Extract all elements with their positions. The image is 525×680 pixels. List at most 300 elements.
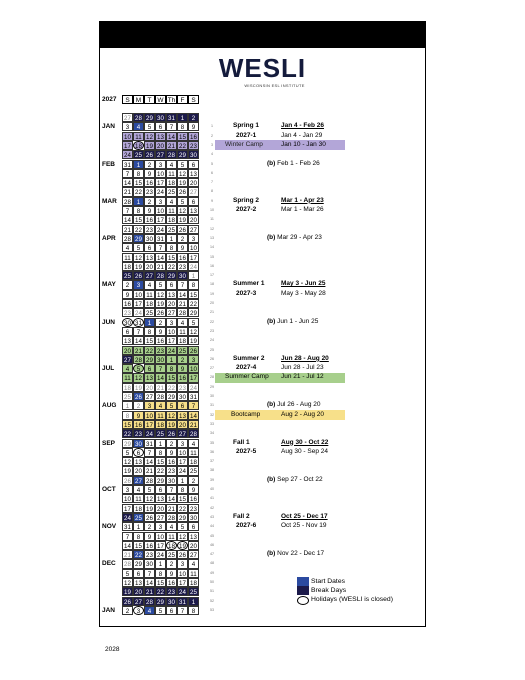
- week-number: 51: [210, 589, 214, 594]
- day-cell: 15: [188, 290, 199, 299]
- day-cell: 6: [122, 327, 133, 336]
- day-cell: 7: [166, 485, 177, 494]
- day-cell: 3: [144, 401, 155, 410]
- day-cell: 4: [166, 522, 177, 531]
- day-cell: 27: [122, 113, 133, 122]
- month-label: OCT: [102, 486, 116, 493]
- day-cell: 2: [188, 476, 199, 485]
- day-cell: 17: [177, 457, 188, 466]
- term-date-line: Aug 2 - Aug 20: [281, 410, 325, 418]
- day-cell: 15: [133, 541, 144, 550]
- day-cell: 28: [133, 355, 144, 364]
- day-cell: 15: [177, 494, 188, 503]
- day-cell: 31: [144, 439, 155, 448]
- term-date-line: [267, 550, 324, 557]
- week-number: 53: [210, 607, 214, 612]
- day-cell: 4: [144, 606, 155, 615]
- term-range: May 3 - Jun 25: [281, 280, 326, 288]
- day-cell: 6: [177, 401, 188, 410]
- day-cell: 5: [166, 401, 177, 410]
- week-number: 8: [211, 189, 213, 194]
- b-date-range: Jun 1 - Jun 25: [275, 317, 319, 325]
- day-cell: 7: [144, 448, 155, 457]
- day-cell: 18: [188, 578, 199, 587]
- day-cell: 12: [122, 457, 133, 466]
- day-cell: 20: [177, 420, 188, 429]
- day-cell: 7: [155, 364, 166, 373]
- week-number: 27: [210, 366, 214, 371]
- day-cell: 8: [133, 169, 144, 178]
- day-cell: 15: [155, 457, 166, 466]
- day-cell: 27: [177, 429, 188, 438]
- day-cell: 26: [133, 271, 144, 280]
- day-cell: 3: [177, 559, 188, 568]
- day-cell: 24: [166, 346, 177, 355]
- day-cell: 14: [144, 578, 155, 587]
- day-cell: 3: [177, 439, 188, 448]
- legend-label: Holidays (WESLI is closed): [311, 596, 393, 603]
- day-cell: 9: [166, 448, 177, 457]
- day-cell: 9: [188, 122, 199, 131]
- day-cell: 10: [177, 569, 188, 578]
- day-cell: 12: [177, 169, 188, 178]
- day-cell: 10: [188, 243, 199, 252]
- day-cell: 20: [188, 541, 199, 550]
- week-number: 18: [210, 282, 214, 287]
- day-cell: 1: [133, 197, 144, 206]
- logo-tagline: WISCONSIN ESL INSTITUTE: [244, 83, 305, 88]
- day-cell: 9: [122, 290, 133, 299]
- day-cell: 14: [122, 541, 133, 550]
- b-date-range: Feb 1 - Feb 26: [275, 159, 320, 167]
- day-cell: 19: [188, 336, 199, 345]
- day-cell: 25: [133, 513, 144, 522]
- day-cell: 10: [155, 169, 166, 178]
- month-label: JUL: [102, 365, 115, 373]
- day-cell: 9: [166, 569, 177, 578]
- day-cell: 2: [133, 401, 144, 410]
- term-date-line: [267, 476, 323, 483]
- day-cell: 17: [188, 373, 199, 382]
- day-cell: 8: [177, 485, 188, 494]
- day-cell: 21: [166, 141, 177, 150]
- day-cell: 14: [166, 132, 177, 141]
- day-cell: 17: [188, 253, 199, 262]
- b-marker: (b): [267, 475, 276, 483]
- day-cell: 25: [122, 392, 133, 401]
- day-cell: 2: [166, 439, 177, 448]
- term-date-line: Jun 21 - Jul 12: [281, 373, 324, 381]
- day-cell: 26: [144, 513, 155, 522]
- day-cell: 23: [133, 429, 144, 438]
- day-cell: 14: [144, 457, 155, 466]
- day-cell: 6: [144, 364, 155, 373]
- day-cell: 5: [144, 122, 155, 131]
- day-cell: 3: [155, 197, 166, 206]
- day-cell: 21: [122, 225, 133, 234]
- term-range: Oct 25 - Dec 17: [281, 512, 328, 520]
- day-cell: 18: [166, 178, 177, 187]
- week-number: 9: [211, 198, 213, 203]
- day-cell: 18: [133, 141, 144, 150]
- day-cell: 4: [188, 439, 199, 448]
- day-cell: 5: [188, 318, 199, 327]
- day-cell: 27: [155, 150, 166, 159]
- day-cell: 28: [144, 597, 155, 606]
- day-cell: 27: [188, 187, 199, 196]
- day-cell: 17: [155, 178, 166, 187]
- day-cell: 29: [133, 559, 144, 568]
- day-cell: 29: [177, 150, 188, 159]
- month-label: AUG: [102, 402, 117, 410]
- weekday-header: W: [155, 95, 166, 104]
- week-number: 29: [210, 384, 214, 389]
- day-cell: 18: [155, 420, 166, 429]
- day-cell: 12: [155, 290, 166, 299]
- b-marker: (b): [267, 159, 276, 167]
- term-date-line: Oct 25 - Nov 19: [281, 522, 327, 530]
- day-cell: 22: [166, 383, 177, 392]
- day-cell: 8: [166, 243, 177, 252]
- day-cell: 22: [177, 141, 188, 150]
- day-cell: 24: [144, 429, 155, 438]
- week-number: 19: [210, 291, 214, 296]
- day-cell: 17: [166, 336, 177, 345]
- day-cell: 28: [188, 429, 199, 438]
- week-number: 43: [210, 514, 214, 519]
- day-cell: 3: [155, 522, 166, 531]
- term-code: 2027-3: [236, 289, 257, 297]
- day-cell: 31: [122, 160, 133, 169]
- day-cell: 21: [155, 262, 166, 271]
- day-cell: 8: [188, 280, 199, 289]
- day-cell: 31: [122, 522, 133, 531]
- week-number: 34: [210, 431, 214, 436]
- day-cell: 4: [133, 122, 144, 131]
- weekday-header: T: [144, 95, 155, 104]
- day-cell: 16: [144, 541, 155, 550]
- day-cell: 28: [133, 113, 144, 122]
- day-cell: 14: [166, 494, 177, 503]
- week-number: 49: [210, 570, 214, 575]
- week-number: 4: [211, 152, 213, 157]
- day-cell: 7: [177, 280, 188, 289]
- term-date-line: Aug 30 - Sep 24: [281, 447, 328, 455]
- month-label: MAY: [102, 281, 116, 289]
- term-name: Fall 2: [233, 512, 250, 520]
- day-cell: 11: [166, 532, 177, 541]
- term-code: 2027-2: [236, 206, 257, 213]
- day-cell: 9: [144, 169, 155, 178]
- day-cell: 16: [177, 253, 188, 262]
- week-number: 16: [210, 263, 214, 268]
- day-cell: 23: [144, 187, 155, 196]
- day-cell: 31: [188, 392, 199, 401]
- day-cell: 28: [155, 271, 166, 280]
- day-cell: 18: [144, 299, 155, 308]
- day-cell: 13: [155, 132, 166, 141]
- day-cell: 19: [166, 420, 177, 429]
- day-cell: 12: [177, 206, 188, 215]
- day-cell: 30: [188, 150, 199, 159]
- week-number: 48: [210, 561, 214, 566]
- week-number: 35: [210, 440, 214, 445]
- day-cell: 7: [122, 206, 133, 215]
- day-cell: 3: [188, 234, 199, 243]
- day-cell: 18: [133, 504, 144, 513]
- day-cell: 8: [166, 364, 177, 373]
- day-cell: 18: [177, 336, 188, 345]
- day-cell: 1: [155, 559, 166, 568]
- term-range: Aug 30 - Oct 22: [281, 438, 329, 446]
- term-date-line: Jan 10 - Jan 30: [281, 140, 326, 148]
- day-cell: 5: [177, 160, 188, 169]
- weekday-header: S: [122, 95, 133, 104]
- week-number: 40: [210, 487, 214, 491]
- week-number: 20: [210, 301, 214, 305]
- week-number: 46: [210, 542, 214, 547]
- term-date-line: [267, 234, 322, 241]
- day-cell: 12: [188, 327, 199, 336]
- day-cell: 24: [177, 466, 188, 475]
- day-cell: 4: [133, 485, 144, 494]
- day-cell: 14: [122, 215, 133, 224]
- week-number: 24: [210, 338, 214, 343]
- day-cell: 31: [133, 318, 144, 327]
- wesli-logo: WESLI: [218, 53, 307, 83]
- day-cell: 4: [122, 243, 133, 252]
- day-cell: 5: [144, 485, 155, 494]
- day-cell: 15: [177, 132, 188, 141]
- day-cell: 8: [133, 532, 144, 541]
- day-cell: 7: [122, 169, 133, 178]
- b-date-range: Jul 26 - Aug 20: [275, 401, 321, 409]
- day-cell: 23: [166, 466, 177, 475]
- month-label: DEC: [102, 560, 116, 568]
- day-cell: 28: [122, 197, 133, 206]
- day-cell: 14: [155, 373, 166, 382]
- day-cell: 1: [166, 234, 177, 243]
- day-cell: 10: [133, 290, 144, 299]
- day-cell: 4: [188, 559, 199, 568]
- day-cell: 11: [122, 373, 133, 382]
- week-number: 28: [210, 375, 214, 380]
- day-cell: 10: [122, 132, 133, 141]
- term-range: Mar 1 - Apr 23: [281, 196, 324, 204]
- day-cell: 9: [155, 327, 166, 336]
- day-cell: 24: [122, 150, 133, 159]
- day-cell: 12: [144, 494, 155, 503]
- day-cell: 10: [166, 327, 177, 336]
- day-cell: 21: [155, 383, 166, 392]
- camp-label: Winter Camp: [225, 140, 263, 148]
- day-cell: 7: [133, 327, 144, 336]
- day-cell: 14: [188, 411, 199, 420]
- day-cell: 22: [133, 225, 144, 234]
- week-number: 25: [210, 347, 214, 352]
- month-label: MAR: [102, 197, 117, 205]
- day-cell: 10: [144, 411, 155, 420]
- week-number: 6: [211, 170, 213, 175]
- day-cell: 3: [122, 485, 133, 494]
- day-cell: 20: [155, 504, 166, 513]
- day-cell: 21: [166, 504, 177, 513]
- day-cell: 13: [177, 411, 188, 420]
- day-cell: 15: [122, 420, 133, 429]
- day-cell: 25: [122, 271, 133, 280]
- day-cell: 29: [177, 513, 188, 522]
- term-date-line: Jan 4 - Jan 29: [281, 131, 323, 139]
- day-cell: 2: [166, 559, 177, 568]
- year-label: 2027: [102, 96, 117, 103]
- weekday-header: F: [177, 95, 188, 104]
- day-cell: 19: [133, 383, 144, 392]
- day-cell: 14: [177, 290, 188, 299]
- term-name: Spring 2: [233, 196, 260, 204]
- day-cell: 9: [144, 206, 155, 215]
- day-cell: 10: [155, 532, 166, 541]
- week-number: 52: [210, 598, 214, 603]
- week-number: [208, 113, 216, 122]
- day-cell: 2: [122, 280, 133, 289]
- day-cell: 20: [188, 215, 199, 224]
- day-cell: 1: [133, 522, 144, 531]
- week-number: 12: [210, 226, 214, 231]
- week-number: 30: [210, 394, 214, 398]
- day-cell: 11: [166, 169, 177, 178]
- day-cell: 2: [177, 355, 188, 364]
- month-label: FEB: [102, 160, 115, 168]
- day-cell: 18: [188, 457, 199, 466]
- day-cell: 24: [133, 308, 144, 317]
- day-cell: 23: [122, 308, 133, 317]
- day-cell: 31: [177, 597, 188, 606]
- day-cell: 23: [177, 262, 188, 271]
- day-cell: 6: [155, 122, 166, 131]
- day-cell: 22: [155, 587, 166, 596]
- week-number: 5: [211, 161, 213, 166]
- day-cell: 24: [122, 513, 133, 522]
- day-cell: 25: [166, 225, 177, 234]
- day-cell: 5: [122, 569, 133, 578]
- day-cell: 23: [177, 383, 188, 392]
- camp-label: Bootcamp: [231, 410, 261, 418]
- week-number: 10: [210, 208, 214, 212]
- day-cell: 25: [177, 346, 188, 355]
- day-cell: 28: [166, 513, 177, 522]
- day-cell: 11: [122, 253, 133, 262]
- calendar-page: [99, 21, 426, 653]
- day-cell: 25: [166, 550, 177, 559]
- day-cell: 4: [144, 280, 155, 289]
- day-cell: 19: [144, 141, 155, 150]
- day-cell: 19: [122, 587, 133, 596]
- next-year-label: 2028: [105, 646, 120, 653]
- day-cell: 15: [144, 336, 155, 345]
- day-cell: 3: [122, 122, 133, 131]
- day-cell: 13: [133, 457, 144, 466]
- day-cell: 21: [144, 466, 155, 475]
- week-number: 21: [210, 310, 214, 315]
- day-cell: 24: [188, 383, 199, 392]
- day-cell: 15: [155, 578, 166, 587]
- day-cell: 16: [144, 215, 155, 224]
- day-cell: 16: [177, 373, 188, 382]
- day-cell: 25: [166, 187, 177, 196]
- day-cell: 6: [155, 485, 166, 494]
- camp-label: Summer Camp: [225, 373, 269, 381]
- week-number: 13: [210, 235, 214, 240]
- day-cell: 19: [133, 262, 144, 271]
- day-cell: 27: [155, 513, 166, 522]
- day-cell: 1: [188, 271, 199, 280]
- day-cell: 23: [144, 550, 155, 559]
- day-cell: 30: [188, 513, 199, 522]
- day-cell: 22: [133, 550, 144, 559]
- day-cell: 12: [133, 373, 144, 382]
- day-cell: 20: [133, 466, 144, 475]
- day-cell: 14: [155, 253, 166, 262]
- week-number: 23: [210, 328, 214, 333]
- day-cell: 19: [155, 299, 166, 308]
- week-number: 38: [210, 468, 214, 473]
- weekday-header: S: [188, 95, 199, 104]
- day-cell: 19: [177, 541, 188, 550]
- term-code: 2027-6: [236, 522, 257, 530]
- week-number: 22: [210, 319, 214, 324]
- day-cell: 13: [144, 373, 155, 382]
- b-marker: (b): [267, 550, 276, 558]
- day-cell: 24: [155, 187, 166, 196]
- day-cell: 26: [155, 308, 166, 317]
- day-cell: 6: [166, 280, 177, 289]
- day-cell: 2: [144, 522, 155, 531]
- day-cell: 23: [144, 225, 155, 234]
- day-cell: 25: [144, 308, 155, 317]
- day-cell: 21: [144, 587, 155, 596]
- b-marker: (b): [267, 233, 276, 241]
- day-cell: 21: [122, 550, 133, 559]
- day-cell: 5: [155, 606, 166, 615]
- day-cell: 27: [133, 476, 144, 485]
- day-cell: 17: [155, 215, 166, 224]
- day-cell: 31: [166, 113, 177, 122]
- week-number: 31: [210, 403, 214, 408]
- day-cell: 8: [177, 122, 188, 131]
- day-cell: 18: [166, 541, 177, 550]
- day-cell: 7: [166, 122, 177, 131]
- month-label: NOV: [102, 523, 117, 531]
- day-cell: 5: [155, 280, 166, 289]
- day-cell: 19: [177, 215, 188, 224]
- day-cell: 16: [188, 132, 199, 141]
- day-cell: 6: [188, 522, 199, 531]
- day-cell: 17: [122, 504, 133, 513]
- day-cell: 16: [122, 299, 133, 308]
- term-date-line: Mar 1 - Mar 26: [281, 206, 324, 213]
- day-cell: 5: [177, 522, 188, 531]
- day-cell: 22: [166, 262, 177, 271]
- day-cell: 25: [155, 429, 166, 438]
- day-cell: 16: [133, 420, 144, 429]
- week-number: 17: [210, 273, 214, 278]
- day-cell: 1: [177, 113, 188, 122]
- day-cell: 26: [133, 392, 144, 401]
- day-cell: 3: [166, 318, 177, 327]
- day-cell: 20: [144, 383, 155, 392]
- day-cell: 2: [155, 318, 166, 327]
- day-cell: 27: [188, 550, 199, 559]
